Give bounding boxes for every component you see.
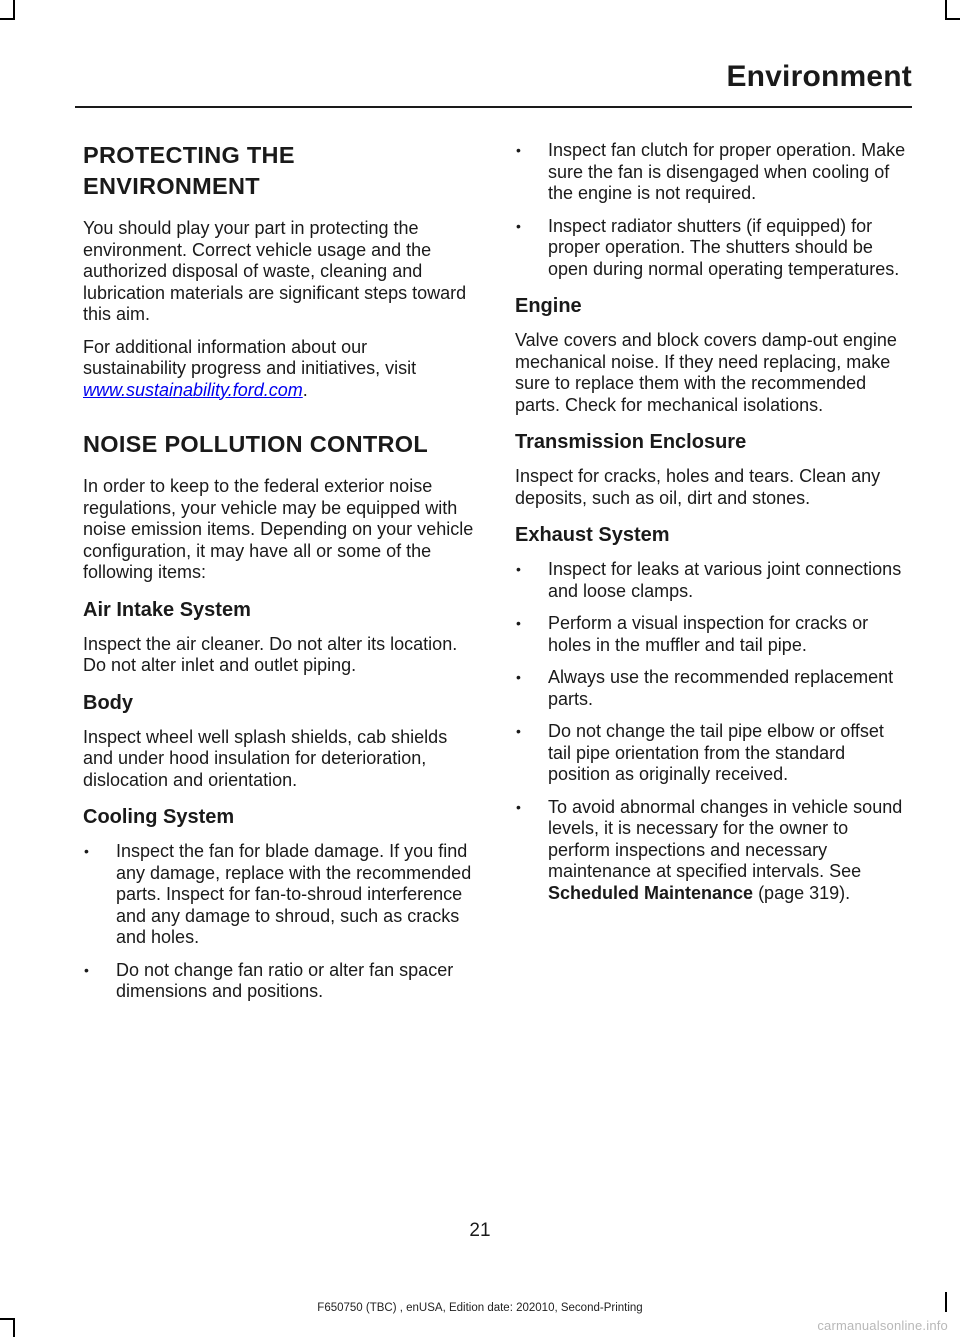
paragraph-engine: Valve covers and block covers damp-out engine mechanical noise. If they need replacing, make sure to replace them with the recommended parts. Check for mechanical isolations.	[515, 330, 897, 415]
page-title: Environment	[726, 60, 912, 93]
heading-engine: Engine	[515, 295, 582, 317]
list-item: • Do not change fan ratio or alter fan spacer dimensions and positions.	[83, 960, 475, 1003]
right-column	[515, 140, 907, 915]
list-item: • Always use the recommended replacement parts.	[515, 667, 907, 710]
heading-cooling-system: Cooling System	[83, 806, 235, 828]
left-column	[83, 140, 475, 1014]
paragraph-noise-intro: In order to keep to the federal exterior noise regulations, your vehicle may be equipped with noise emission items. Depending on your vehicle configuration, it may have all or some of the following items:	[83, 476, 474, 582]
heading-air-intake-system: Air Intake System	[83, 598, 251, 621]
crop-mark-bottom-left-h	[0, 1318, 14, 1320]
heading-exhaust-system: Exhaust System	[515, 524, 670, 546]
heading-transmission-enclosure: Transmission Enclosure	[515, 431, 747, 453]
crop-mark-top-left-h	[0, 18, 14, 20]
paragraph-protecting-intro: You should play your part in protecting the environment. Correct vehicle usage and the authorized disposal of waste, cleaning and lubrication materials are significant steps toward this aim.	[83, 218, 467, 324]
paragraph-transmission: Inspect for cracks, holes and tears. Clean any deposits, such as oil, dirt and stones.	[515, 466, 881, 508]
paragraph-sustainability: For additional information about our sustainability progress and initiatives, visit www.sustainability.ford.com.	[83, 336, 417, 400]
crop-mark-top-left	[13, 0, 15, 20]
crop-mark-top-right-h	[946, 18, 960, 20]
exhaust-system-list	[515, 559, 907, 904]
footer-edition-info: F650750 (TBC) , enUSA, Edition date: 202010, Second-Printing	[317, 1302, 643, 1314]
header-divider	[75, 106, 912, 108]
list-item: • Inspect fan clutch for proper operation. Make sure the fan is disengaged when cooling of the engine is not required.	[515, 140, 907, 205]
list-item: • Perform a visual inspection for cracks or holes in the muffler and tail pipe.	[515, 613, 907, 656]
watermark: carmanualsonline.info	[817, 1318, 948, 1333]
heading-protecting-environment: PROTECTING THE ENVIRONMENT	[83, 142, 295, 199]
paragraph-air-intake: Inspect the air cleaner. Do not alter its location. Do not alter inlet and outlet piping.	[83, 633, 458, 675]
crop-mark-bottom-left	[13, 1318, 15, 1337]
cooling-system-list	[83, 841, 475, 1003]
list-item: • Inspect the fan for blade damage. If you find any damage, replace with the recommended parts. Inspect for fan-to-shroud interference and any damage to shroud, such as cracks and holes.	[83, 841, 475, 949]
list-item: • Do not change the tail pipe elbow or offset tail pipe orientation from the standard position as originally received.	[515, 721, 907, 786]
heading-noise-pollution-control: NOISE POLLUTION CONTROL	[83, 431, 429, 457]
list-item: • To avoid abnormal changes in vehicle sound levels, it is necessary for the owner to perform inspections and necessary maintenance at specified intervals. See Scheduled Maintenance (page 319).	[515, 797, 907, 905]
sustainability-link[interactable]: www.sustainability.ford.com	[83, 379, 303, 400]
list-item: • Inspect radiator shutters (if equipped) for proper operation. The shutters should be open during normal operating temperatures.	[515, 216, 907, 281]
paragraph-body: Inspect wheel well splash shields, cab shields and under hood insulation for deterioration, dislocation and orientation.	[83, 726, 448, 790]
list-item: • Inspect for leaks at various joint connections and loose clamps.	[515, 559, 907, 602]
cooling-system-list-continued	[515, 140, 907, 280]
page-number: 21	[469, 1220, 491, 1241]
heading-body: Body	[83, 691, 133, 714]
scheduled-maintenance-reference[interactable]: Scheduled Maintenance	[548, 882, 754, 903]
crop-mark-top-right	[945, 0, 947, 20]
